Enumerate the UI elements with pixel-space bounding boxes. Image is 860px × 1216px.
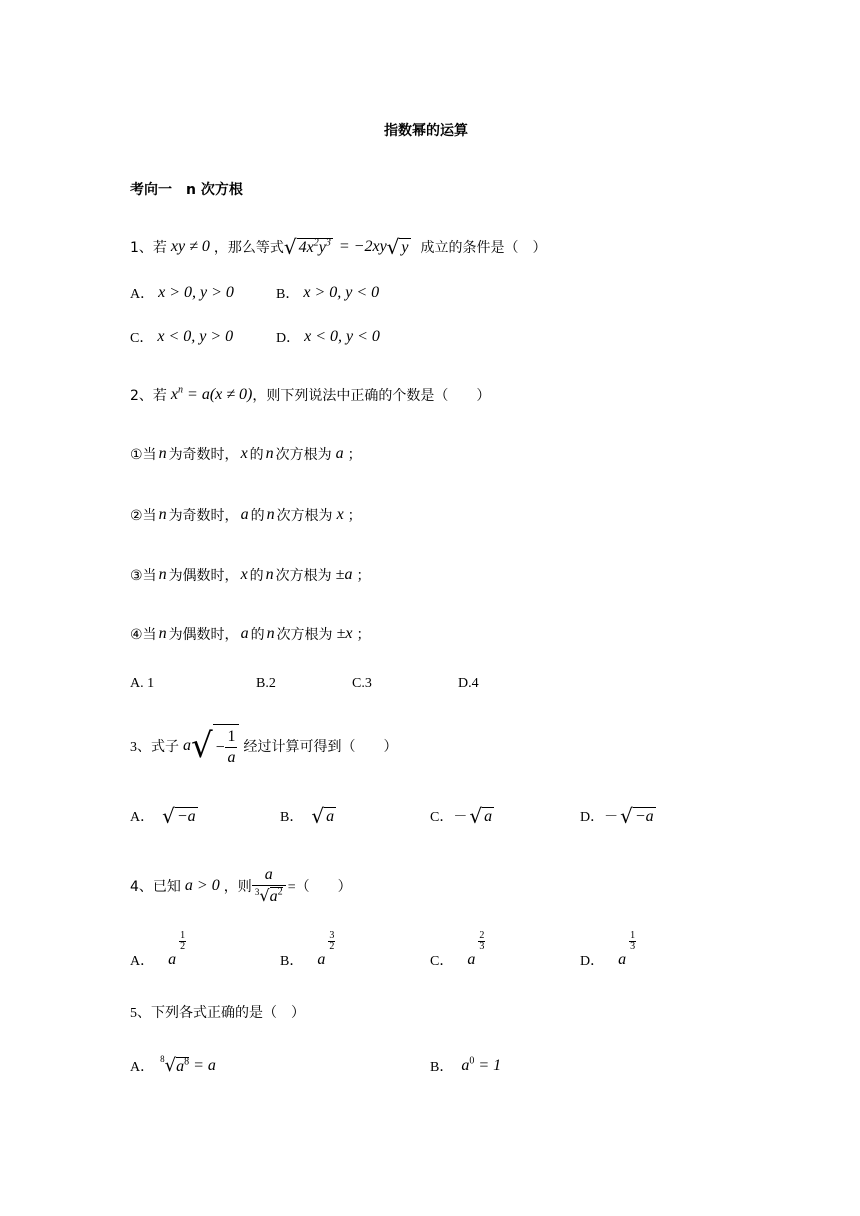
radical-sign: √: [311, 804, 325, 828]
option-label: A．: [130, 287, 155, 302]
q1-condition: xy ≠ 0: [170, 238, 210, 255]
option-label: B．: [276, 287, 300, 302]
q3-option-c: C． － √ a: [430, 804, 493, 828]
q2-option-b: B.2: [256, 676, 276, 691]
question-4-stem: [130, 862, 352, 910]
radical-sign: √: [386, 235, 400, 259]
q2-statement-4: ④当 n 为偶数时， a 的 n 次方根为 ±x ；: [130, 625, 371, 643]
q1-sqrt-y: y: [401, 238, 409, 256]
q3-option-d: D． － √ −a: [580, 804, 654, 828]
q5-option-a: A． 8 √ $a^8$ = a: [130, 1054, 216, 1076]
fraction: $\frac{1}{a}$: [227, 728, 236, 766]
q2-expr: $x^n$: [170, 384, 184, 403]
q2-option-a: A. 1: [130, 676, 155, 691]
question-3-stem: [130, 724, 397, 768]
option-text: x > 0, y > 0: [158, 284, 234, 301]
q2-statement-2: ②当 n 为奇数时， a 的 n 次方根为 x ；: [130, 506, 362, 524]
q1-radicand: $4x^2y^3$: [298, 237, 331, 256]
radical-sign: √: [283, 235, 297, 259]
section-heading: 考向一 n 次方根: [130, 182, 243, 198]
q4-lead: 4、已知: [130, 879, 181, 895]
q2-statement-1: ①当 n 为奇数时， x 的 n 次方根为 a ；: [130, 445, 362, 463]
q4-option-c: C． a 2 3: [430, 930, 485, 969]
q4-mid: ，则: [223, 879, 252, 895]
radical-sign: √: [469, 804, 483, 828]
q1-mid: ，那么等式: [213, 240, 284, 256]
q4-option-d: D． a 1 3: [580, 930, 636, 969]
q4-denominator: $^3√a^2$: [254, 885, 283, 905]
q1-option-c: [130, 327, 233, 347]
question-5-stem: 5、下列各式正确的是（ ）: [130, 1006, 305, 1021]
q3-lead: 3、式子: [130, 740, 179, 755]
radical-sign: √: [162, 804, 175, 828]
q4-option-b: B． a 3 2: [280, 930, 335, 969]
q4-end: =（ ）: [287, 880, 352, 895]
q1-option-b: [276, 283, 379, 303]
q5-option-b: B． $a^0$ = 1: [430, 1055, 502, 1075]
q1-option-a: [130, 283, 234, 303]
radical-sign: √: [620, 804, 633, 828]
radical-sign: √: [191, 726, 213, 766]
option-text: x > 0, y < 0: [303, 284, 380, 301]
q1-lead: 1、若: [130, 240, 167, 256]
q1-rhs: = −2xy: [338, 238, 387, 255]
q4-fraction: $\frac{a}{^3√a^2}$: [252, 865, 286, 908]
q3-a: a: [183, 737, 191, 754]
q1-option-d: [276, 327, 380, 347]
q2-expr2: = a(x ≠ 0): [187, 386, 253, 403]
question-1-stem: [130, 234, 547, 260]
q2-lead: 2、若: [130, 388, 167, 404]
q2-statement-3: ③当 n 为偶数时， x 的 n 次方根为 ±a ；: [130, 566, 371, 584]
q1-end: 成立的条件是（ ）: [420, 240, 547, 256]
q4-condition: a > 0: [184, 877, 220, 894]
q3-option-b: B． √ a: [280, 804, 335, 828]
q3-radicand: − $\frac{1}{a}$: [213, 724, 240, 768]
option-label: C．: [130, 331, 154, 346]
option-text: x < 0, y > 0: [157, 328, 234, 345]
question-2-stem: [130, 385, 490, 405]
q2-end: ，则下列说法中正确的个数是（ ）: [252, 388, 491, 404]
q3-option-a: A． √ −a: [130, 804, 196, 828]
q4-option-a: A． a 1 2: [130, 930, 186, 969]
q2-option-c: C.3: [352, 676, 372, 691]
q2-option-d: D.4: [458, 676, 479, 691]
page-title: 指数幂的运算: [384, 123, 468, 139]
option-label: D．: [276, 331, 301, 346]
q3-end: 经过计算可得到（ ）: [243, 740, 398, 755]
option-text: x < 0, y < 0: [304, 328, 380, 345]
